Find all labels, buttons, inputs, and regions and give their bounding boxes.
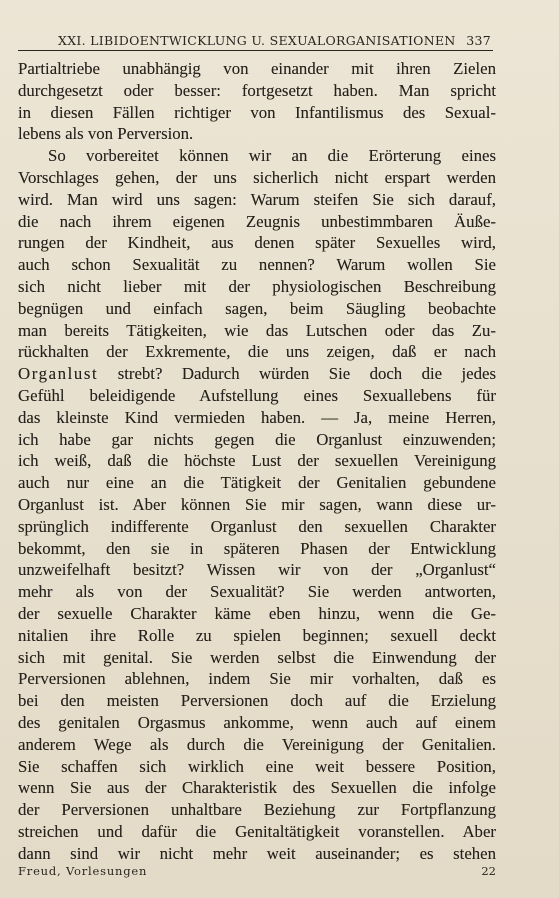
text-line: Organlust ist. Aber können Sie mir sagen, wann diese ur- — [18, 494, 496, 514]
footer-author: Freud, Vorlesungen — [18, 864, 148, 878]
text-line: Vorschlages gehen, der uns sicherlich nicht erspart werden — [18, 167, 496, 187]
text-line: anderem Wege als durch die Vereinigung der Genitalien. — [18, 734, 496, 754]
running-head — [18, 32, 493, 51]
running-title: XXI. LIBIDOENTWICKLUNG U. SEXUALORGANISATIONEN — [58, 33, 456, 48]
text-line: des genitalen Orgasmus ankomme, wenn auch auf einem — [18, 712, 496, 732]
signature-mark: 22 — [481, 864, 496, 878]
text-line: ich habe gar nichts gegen die Organlust einzuwenden; — [18, 429, 496, 449]
text-line: auch nur eine an die Tätigkeit der Genitalien gebundene — [18, 473, 496, 493]
text-line: Gefühl beleidigende Aufstellung eines Sexuallebens für — [18, 385, 496, 405]
text-line: man bereits Tätigkeiten, wie das Lutschen oder das Zu- — [18, 320, 496, 340]
page-footer — [18, 864, 496, 880]
text-line: sprünglich indifferente Organlust den sexuellen Charakter — [18, 516, 496, 536]
text-line: rungen der Kindheit, aus denen später Sexuelles wird, — [18, 233, 496, 253]
body-text — [18, 58, 496, 864]
text-line: wird. Man wird uns sagen: Warum steifen Sie sich darauf, — [18, 189, 496, 209]
text-line-with-spaced-word — [18, 363, 496, 385]
text-line: Partialtriebe unabhängig von einander mit ihren Zielen — [18, 59, 496, 78]
text-line: der Perversionen unhaltbare Beziehung zur Fortpflanzung — [18, 800, 496, 820]
text-line: nitalien ihre Rolle zu spielen beginnen; sexuell deckt — [18, 625, 496, 645]
text-line: in diesen Fällen richtiger von Infantilismus des Sexual- — [18, 102, 496, 122]
text-line: dann sind wir nicht mehr weit auseinander; es stehen — [18, 843, 496, 863]
text-line: So vorbereitet können wir an die Erörterung eines — [48, 146, 496, 166]
text-line: lebens als von Perversion. — [18, 124, 194, 144]
text-line: sich nicht lieber mit der physiologischen Beschreibung — [18, 276, 496, 296]
text-line: unzweifelhaft besitzt? Wissen wir von der „Organlust“ — [18, 560, 496, 580]
text-line: sich mit genital. Sie werden selbst die Einwendung der — [18, 647, 496, 667]
text-line: der sexuelle Charakter käme eben hinzu, wenn die Ge- — [18, 603, 496, 623]
text-line: wenn Sie aus der Charakteristik des Sexuellen die infolge — [18, 778, 496, 798]
text-line: rückhalten der Exkremente, die uns zeigen, daß er nach — [18, 342, 496, 362]
text-line: mehr als von der Sexualität? Sie werden antworten, — [18, 582, 496, 602]
text-line: bekommt, den sie in späteren Phasen der Entwicklung — [18, 538, 496, 558]
text-line: durchgesetzt oder besser: fortgesetzt haben. Man spricht — [18, 80, 496, 100]
text-line: bei den meisten Perversionen doch auf die Erzielung — [18, 691, 496, 711]
text-line: Sie schaffen sich wirklich eine weit bessere Position, — [18, 756, 496, 776]
text-line: das kleinste Kind vermieden haben. — Ja, meine Herren, — [18, 407, 496, 427]
text-line: ich weiß, daß die höchste Lust der sexuellen Vereinigung — [18, 451, 496, 471]
page-number: 337 — [466, 33, 491, 48]
text-line: Perversionen ablehnen, indem Sie mir vorhalten, daß es — [18, 669, 496, 689]
spaced-word-organlust: Organlust — [18, 364, 99, 384]
text-line: die nach ihrem eigenen Zeugnis unbestimmbaren Äuße- — [18, 211, 496, 231]
text-line-rest: strebt? Dadurch würden Sie doch die jedes — [117, 364, 496, 384]
text-line: streichen und dafür die Genitaltätigkeit voranstellen. Aber — [18, 821, 496, 841]
text-line: auch schon Sexualität zu nennen? Warum wollen Sie — [18, 255, 496, 275]
text-line: begnügen und einfach sagen, beim Säugling beobachte — [18, 298, 496, 318]
